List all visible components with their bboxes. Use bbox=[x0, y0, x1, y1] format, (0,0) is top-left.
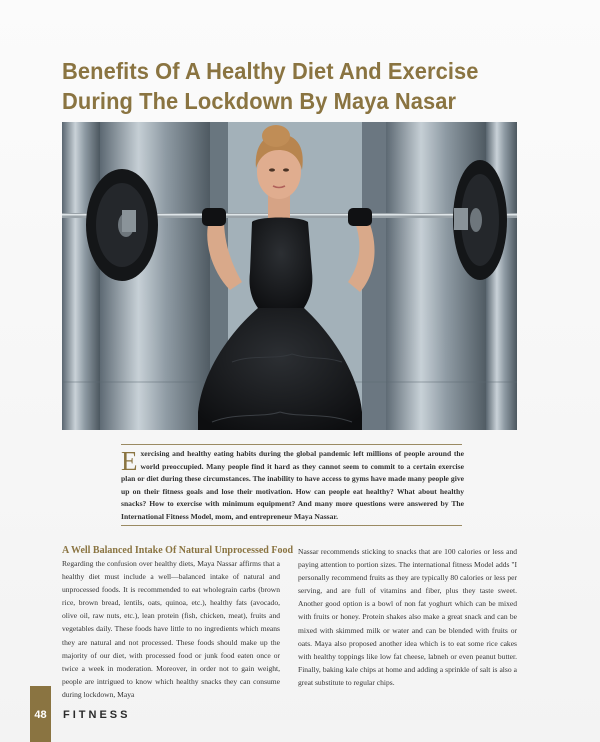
hero-photo bbox=[62, 122, 517, 430]
section-subheading: A Well Balanced Intake Of Natural Unprocessed Food bbox=[62, 545, 294, 556]
article-title-line-1: Benefits Of A Healthy Diet And Exercise bbox=[62, 58, 479, 84]
intro-paragraph bbox=[121, 448, 464, 524]
intro-text: xercising and healthy eating habits during the global pandemic left millions of people around the world preoccupied. Many people find it hard as they cannot seem to commit to a certain exercise plan or diet during these circumstances. The inability to have access to gyms have made many people give up on their fitness goals and lose their motivation. How can people eat healthy? What about healthy snacks? How to exercise with minimum equipment? And many more questions were answered by The International Fitness Model, mom, and entrepreneur Maya Nassar. bbox=[121, 449, 464, 521]
section-label: FITNESS bbox=[63, 709, 131, 721]
body-column-left: Regarding the confusion over healthy diets, Maya Nassar affirms that a healthy diet must include a well—balanced intake of natural and unprocessed foods. It is recommended to eat wholegrain carbs (brown rice, brown bread, lentils, oats, quinoa, etc.), healthy fats (avocado, olive oil, raw nuts, etc.), lean protein (fish, chicken, meat), fruits and vegetables daily. These foods have little to no ingredients which means they are natural and not processed. These foods should make up the majority of our diet, with processed food or junk food eaten once or twice a week in moderation. Moreover, in order not to gain weight, people are intrigued to know which healthy snacks they can consume during lockdown, Maya bbox=[62, 559, 280, 699]
barbell-woman-illustration bbox=[62, 122, 517, 430]
intro-bottom-rule bbox=[121, 525, 462, 526]
article-title-line-2: During The Lockdown By Maya Nasar bbox=[62, 88, 457, 114]
body-column-right: Nassar recommends sticking to snacks that are 100 calories or less and paying attention to portion sizes. The international fitness Model adds "I personally recommend fruits as they are typically 80 calories or less per serving, and are full of vitamins and fiber, plus they taste sweet. Another good option is a bowl of non fat yoghurt which can be mixed with fruits or honey. Protein shakes also make a great snack and can be mixed with skimmed milk or water and can be blended with fruits or oats. Maya also proposed another idea which is to eat some rice cakes with healthy toppings like low fat cheese, labneh or even peanut butter. Finally, baking kale chips at home and adding a sprinkle of salt is also a great substitute to regular chips. bbox=[298, 547, 517, 687]
intro-top-rule bbox=[121, 444, 462, 445]
article-title bbox=[62, 56, 508, 116]
intro-drop-cap: E bbox=[121, 446, 138, 476]
page-number: 48 bbox=[34, 709, 47, 721]
